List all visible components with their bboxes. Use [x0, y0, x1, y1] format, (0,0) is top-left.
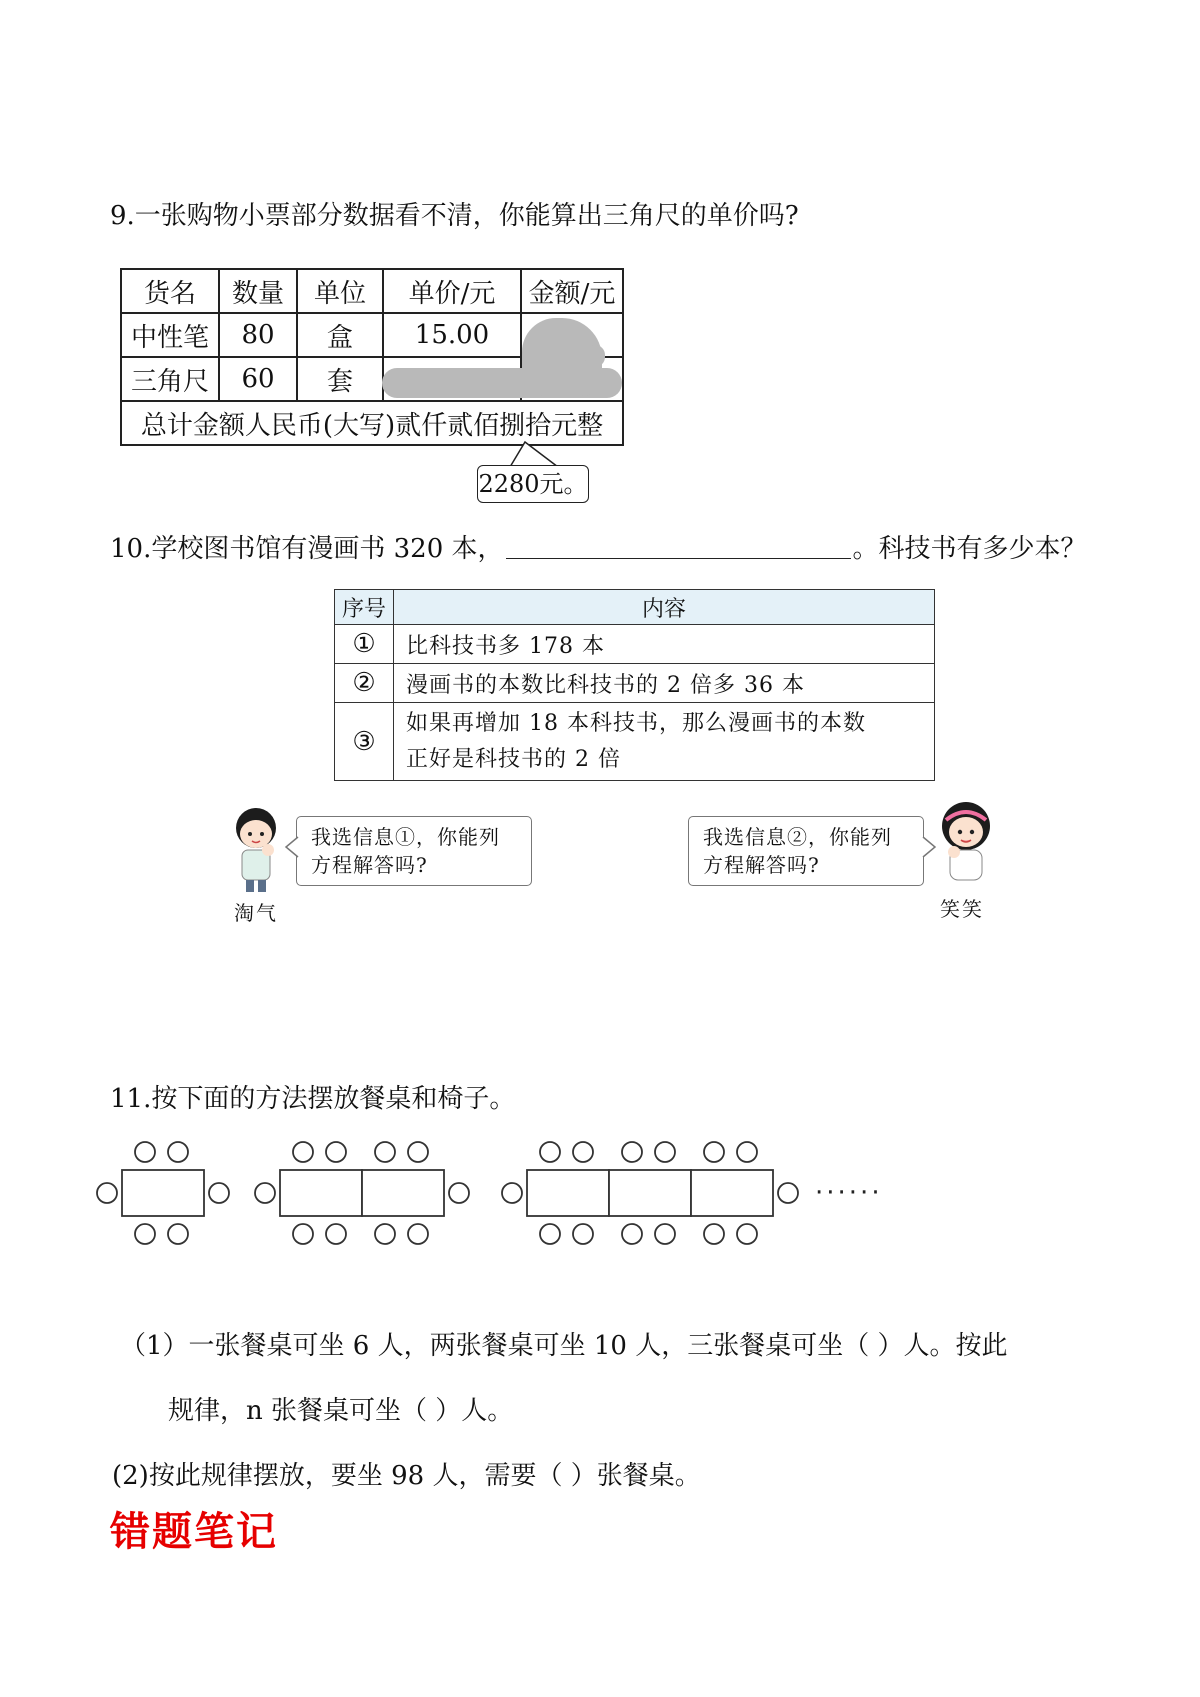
- info-num: ③: [335, 703, 394, 781]
- chair-circle: [255, 1183, 275, 1203]
- girl-illustration: [934, 800, 998, 890]
- blurred-amount-smudge: [585, 345, 605, 367]
- chair-circle: [168, 1142, 188, 1162]
- q11-sub1-line1: （1）一张餐桌可坐 6 人，两张餐桌可坐 10 人，三张餐桌可坐（ ）人。按此: [120, 1331, 1008, 1361]
- info-content: 比科技书多 178 本: [394, 625, 935, 664]
- receipt-header: 货名: [121, 269, 219, 313]
- q10-text: [110, 528, 1087, 565]
- info-table: [334, 589, 935, 781]
- chair-circle: [704, 1142, 724, 1162]
- chair-circle: [449, 1183, 469, 1203]
- girl-name: 笑笑: [940, 897, 984, 921]
- info-content-line: 正好是科技书的 2 倍: [406, 746, 621, 772]
- mistake-notes-title: 错题笔记: [110, 1508, 278, 1555]
- info-header: 序号: [335, 590, 394, 625]
- chair-circle: [135, 1142, 155, 1162]
- info-num: ①: [335, 625, 394, 664]
- chair-circle: [293, 1142, 313, 1162]
- chair-circle: [293, 1224, 313, 1244]
- receipt-cell: 中性笔: [121, 313, 219, 357]
- bubble-line: 我选信息②，你能列: [703, 825, 892, 849]
- receipt-cell: 套: [297, 357, 383, 401]
- chair-circle: [375, 1224, 395, 1244]
- receipt-cell: 60: [219, 357, 297, 401]
- chair-circle: [704, 1224, 724, 1244]
- chair-circle: [375, 1142, 395, 1162]
- dining-table: [122, 1170, 204, 1216]
- chair-circle: [540, 1224, 560, 1244]
- chair-circle: [622, 1142, 642, 1162]
- chair-circle: [622, 1224, 642, 1244]
- answer-blank[interactable]: [506, 532, 851, 559]
- q11-sub1-line2: 规律，n 张餐桌可坐（ ）人。: [168, 1396, 514, 1426]
- chair-circle: [135, 1224, 155, 1244]
- boy-speech-bubble: [296, 816, 532, 886]
- girl-speech-bubble: [688, 816, 924, 886]
- chair-circle: [502, 1183, 522, 1203]
- info-num: ②: [335, 664, 394, 703]
- info-content: [394, 703, 935, 781]
- q10-text-before: 10.学校图书馆有漫画书 320 本，: [110, 534, 504, 564]
- continuation-ellipsis: ······: [815, 1178, 883, 1208]
- receipt-cell: 盒: [297, 313, 383, 357]
- info-content-line: 如果再增加 18 本科技书，那么漫画书的本数: [406, 710, 866, 736]
- chair-circle: [573, 1142, 593, 1162]
- chair-circle: [573, 1224, 593, 1244]
- dining-table: [609, 1170, 691, 1216]
- chair-circle: [408, 1142, 428, 1162]
- q10-text-after: 。科技书有多少本？: [852, 534, 1087, 564]
- chair-circle: [209, 1183, 229, 1203]
- q11-text: 11.按下面的方法摆放餐桌和椅子。: [110, 1084, 516, 1114]
- receipt-total: 总计金额人民币(大写)贰仟贰佰捌拾元整: [121, 401, 623, 445]
- chair-circle: [326, 1224, 346, 1244]
- chair-circle: [655, 1224, 675, 1244]
- chair-circle: [326, 1142, 346, 1162]
- bubble-line: 方程解答吗?: [311, 853, 428, 877]
- receipt-header: 数量: [219, 269, 297, 313]
- receipt-cell: 三角尺: [121, 357, 219, 401]
- chair-circle: [778, 1183, 798, 1203]
- boy-name: 淘气: [234, 901, 278, 925]
- chair-circle: [408, 1224, 428, 1244]
- q9-text: 9.一张购物小票部分数据看不清，你能算出三角尺的单价吗?: [110, 201, 799, 231]
- callout-text: 2280元。: [478, 470, 588, 498]
- chair-circle: [737, 1142, 757, 1162]
- receipt-header: 金额/元: [521, 269, 623, 313]
- receipt-header: 单位: [297, 269, 383, 313]
- dining-table: [691, 1170, 773, 1216]
- chair-circle: [168, 1224, 188, 1244]
- info-content: 漫画书的本数比科技书的 2 倍多 36 本: [394, 664, 935, 703]
- boy-illustration: [226, 806, 286, 896]
- dining-table: [362, 1170, 444, 1216]
- receipt-cell: 80: [219, 313, 297, 357]
- dining-table: [527, 1170, 609, 1216]
- callout-box: [477, 465, 589, 503]
- chair-circle: [737, 1224, 757, 1244]
- chair-circle: [655, 1142, 675, 1162]
- receipt-cell: 15.00: [383, 313, 521, 357]
- q11-sub2: (2)按此规律摆放，要坐 98 人，需要（ ）张餐桌。: [112, 1461, 701, 1491]
- dining-table: [280, 1170, 362, 1216]
- bubble-line: 我选信息①，你能列: [311, 825, 500, 849]
- bubble-tail: [284, 836, 300, 858]
- info-header: 内容: [394, 590, 935, 625]
- callout-pointer: [470, 420, 570, 470]
- bubble-line: 方程解答吗?: [703, 853, 820, 877]
- chair-circle: [97, 1183, 117, 1203]
- table-chair-diagram: [90, 1135, 930, 1250]
- chair-circle: [540, 1142, 560, 1162]
- receipt-header: 单价/元: [383, 269, 521, 313]
